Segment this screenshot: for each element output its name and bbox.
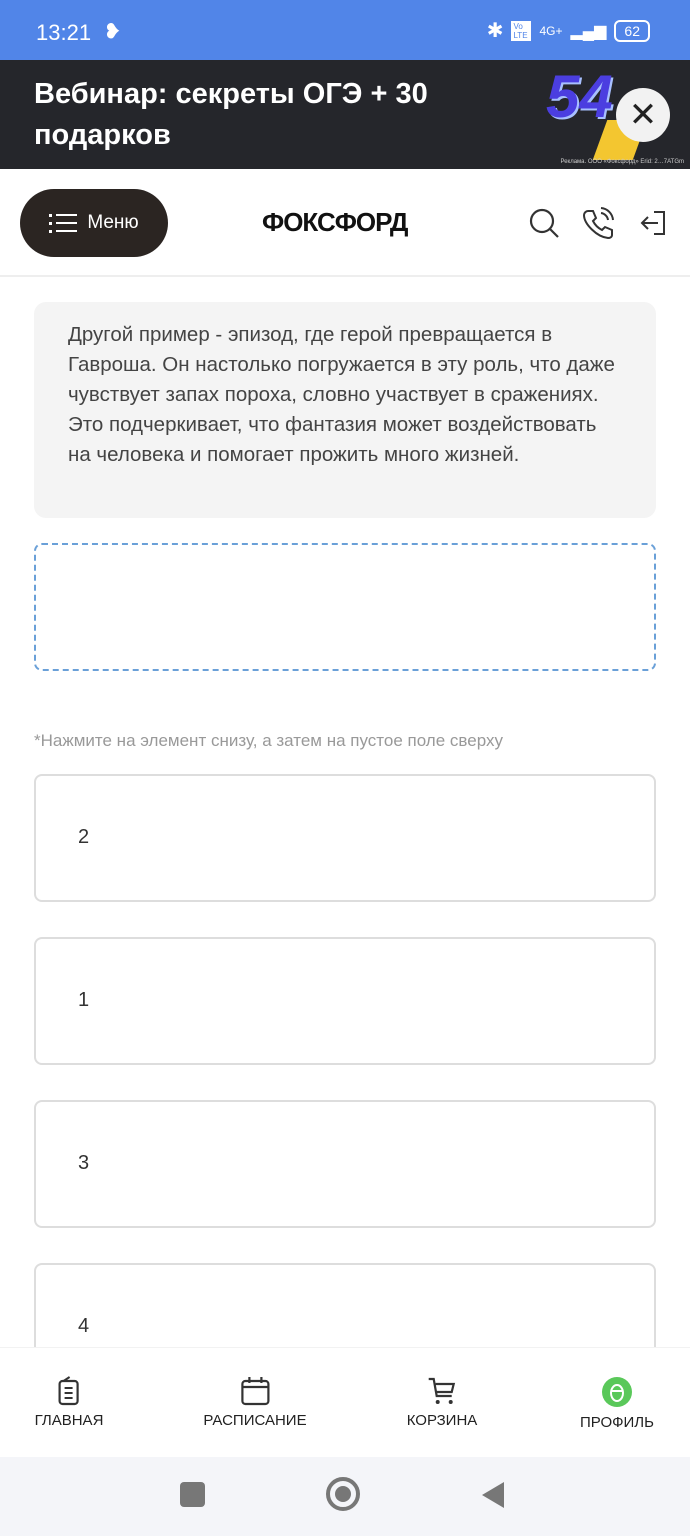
bluetooth-icon: ✱ [486,20,504,42]
volte-icon: Vo LTE [511,21,531,41]
network-label: 4G+ [539,23,563,38]
bottom-nav [0,1347,690,1457]
nav-item-cart[interactable] [407,1376,478,1429]
battery-indicator: 62 [614,20,650,42]
list-icon [49,212,77,234]
ad-legal-text: Реклама. ООО «Фоксфорд» Erid: 2…7ATGm [560,159,684,165]
status-icons [487,18,650,43]
answer-option[interactable]: 3 [34,1100,656,1228]
task-hint: *Нажмите на элемент снизу, а затем на пустое поле сверху [34,731,503,750]
ad-close-button[interactable]: ✕ [616,88,670,142]
answer-option[interactable]: 2 [34,774,656,902]
answer-option[interactable]: 1 [34,937,656,1065]
menu-button[interactable] [20,189,168,257]
calendar-icon [240,1376,270,1406]
status-bar [0,0,690,60]
home-button[interactable] [326,1477,360,1511]
signal-icon: ▂▄▆ [570,22,607,40]
login-icon[interactable] [638,207,670,239]
site-header [0,169,690,277]
system-nav-bar [0,1457,690,1536]
phone-icon[interactable] [582,207,614,239]
nav-label: РАСПИСАНИЕ [203,1412,307,1429]
app-notification-icon: ❥ [104,21,121,43]
document-icon [57,1376,81,1406]
status-time: 13:21 [36,20,92,45]
nav-label: ГЛАВНАЯ [34,1412,104,1429]
cart-icon [427,1376,457,1406]
logo[interactable]: ФОКСФОРД [262,207,408,237]
avatar-icon [601,1376,633,1408]
ad-banner[interactable] [0,60,690,169]
back-button[interactable] [482,1482,504,1508]
answer-drop-zone[interactable] [34,543,656,671]
search-icon[interactable] [528,207,560,239]
ad-art: 54 [546,63,613,130]
answer-option[interactable]: 4 [34,1263,656,1391]
task-text: Другой пример - эпизод, где герой превращается в Гавроша. Он настолько погружается в эту роль, что даже чувствует запах пороха, словно участвует в сражениях. Это подчеркивает, что фантазия может воздействовать на человека и помогает прожить много жизней. [34,302,656,518]
menu-label: Меню [87,212,139,233]
recent-apps-button[interactable] [180,1482,205,1507]
ad-title: Вебинар: секреты ОГЭ + 30 подарков [34,78,428,151]
nav-item-profile[interactable] [580,1376,654,1431]
nav-label: КОРЗИНА [406,1412,478,1429]
nav-item-schedule[interactable] [203,1376,306,1429]
nav-label: ПРОФИЛЬ [580,1414,654,1431]
nav-item-home[interactable] [35,1376,104,1429]
